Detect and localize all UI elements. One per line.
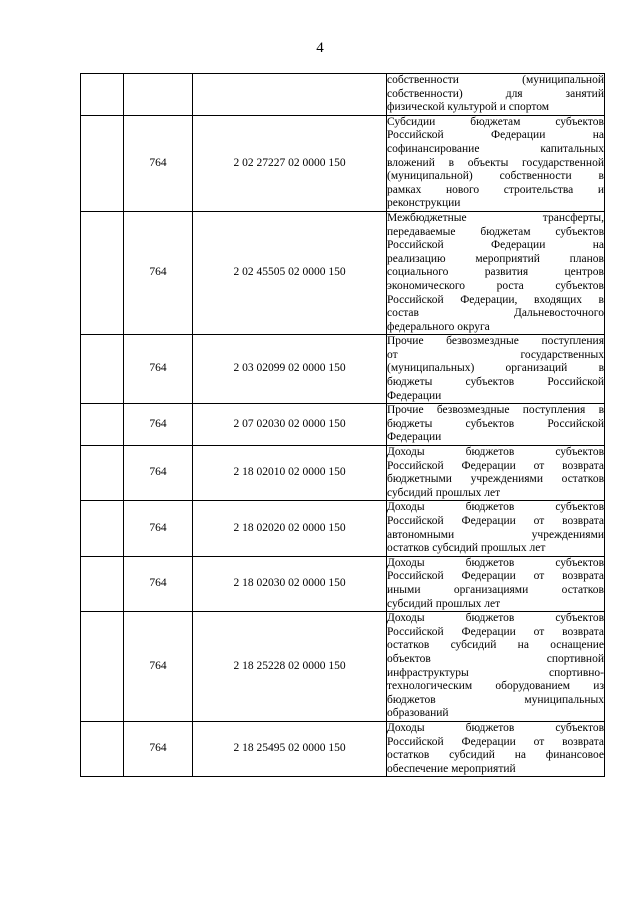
budget-classification-code-cell: [193, 74, 387, 116]
description-line: объектов спортивной: [387, 652, 604, 665]
description-line: реконструкции: [387, 197, 461, 210]
description-line: состав Дальневосточного: [387, 307, 604, 320]
revenue-description-cell: [387, 501, 605, 556]
description-line: инфраструктуры спортивно-: [387, 666, 604, 679]
description-line: обеспечение мероприятий: [387, 762, 516, 775]
description-line: собственности (муниципальной: [387, 74, 604, 86]
description-line: от государственных: [387, 348, 604, 361]
revenue-description-cell: [387, 211, 605, 334]
empty-cell: [81, 404, 124, 446]
admin-code-cell: 764: [124, 556, 193, 611]
table-row: [81, 74, 605, 116]
admin-code-cell: [124, 74, 193, 116]
description-line: Российской Федерации, входящих в: [387, 293, 604, 306]
description-line: остатков субсидий прошлых лет: [387, 542, 546, 555]
admin-code-cell: 764: [124, 446, 193, 501]
revenue-description-cell: [387, 721, 605, 776]
description-line: остатков субсидий на оснащение: [387, 639, 604, 652]
empty-cell: [81, 556, 124, 611]
description-line: остатков субсидий на финансовое: [387, 749, 604, 762]
budget-classification-code-cell: 2 18 25495 02 0000 150: [193, 721, 387, 776]
revenue-description-cell: [387, 335, 605, 404]
empty-cell: [81, 612, 124, 722]
description-line: Российской Федерации на: [387, 129, 604, 142]
budget-classification-code-cell: 2 18 02020 02 0000 150: [193, 501, 387, 556]
budget-classification-code-cell: 2 02 27227 02 0000 150: [193, 115, 387, 211]
revenue-description-cell: [387, 612, 605, 722]
revenue-description-cell: [387, 446, 605, 501]
description-line: Доходы бюджетов субъектов: [387, 446, 604, 459]
admin-code-cell: 764: [124, 115, 193, 211]
revenue-description-cell: [387, 74, 605, 116]
description-line: Российской Федерации от возврата: [387, 735, 604, 748]
description-line: Российской Федерации на: [387, 239, 604, 252]
admin-code-cell: 764: [124, 211, 193, 334]
empty-cell: [81, 335, 124, 404]
table-row: [81, 115, 605, 211]
description-line: собственности) для занятий: [387, 87, 604, 100]
empty-cell: [81, 721, 124, 776]
description-line: физической культурой и спортом: [387, 101, 550, 114]
description-line: автономными учреждениями: [387, 528, 604, 541]
admin-code-cell: 764: [124, 612, 193, 722]
description-line: Российской Федерации от возврата: [387, 625, 604, 638]
table-row: [81, 211, 605, 334]
budget-classification-code-cell: 2 18 25228 02 0000 150: [193, 612, 387, 722]
empty-cell: [81, 115, 124, 211]
description-line: субсидий прошлых лет: [387, 486, 501, 499]
description-line: экономического роста субъектов: [387, 279, 604, 292]
table-row: [81, 404, 605, 446]
description-line: Субсидии бюджетам субъектов: [387, 115, 604, 128]
description-line: бюджетными учреждениями остатков: [387, 473, 604, 486]
description-line: реализацию мероприятий планов: [387, 252, 604, 265]
budget-classification-code-cell: 2 07 02030 02 0000 150: [193, 404, 387, 446]
description-line: (муниципальных) организаций в: [387, 362, 604, 375]
budget-codes-table: [80, 73, 605, 777]
description-line: субсидий прошлых лет: [387, 597, 501, 610]
table-body: [81, 74, 605, 777]
table-row: [81, 446, 605, 501]
revenue-description-cell: [387, 556, 605, 611]
description-line: Федерации: [387, 389, 442, 402]
description-line: бюджеты субъектов Российской: [387, 417, 604, 430]
admin-code-cell: 764: [124, 721, 193, 776]
description-line: вложений в объекты государственной: [387, 156, 604, 169]
budget-classification-code-cell: 2 18 02030 02 0000 150: [193, 556, 387, 611]
admin-code-cell: 764: [124, 335, 193, 404]
description-line: Доходы бюджетов субъектов: [387, 556, 604, 569]
description-line: Доходы бюджетов субъектов: [387, 612, 604, 625]
budget-classification-code-cell: 2 02 45505 02 0000 150: [193, 211, 387, 334]
description-line: Доходы бюджетов субъектов: [387, 501, 604, 514]
empty-cell: [81, 446, 124, 501]
description-line: Доходы бюджетов субъектов: [387, 721, 604, 734]
description-line: бюджетов муниципальных: [387, 693, 604, 706]
admin-code-cell: 764: [124, 404, 193, 446]
description-line: передаваемые бюджетам субъектов: [387, 225, 604, 238]
description-line: рамках нового строительства и: [387, 183, 604, 196]
description-line: Российской Федерации от возврата: [387, 515, 604, 527]
table-row: [81, 335, 605, 404]
description-line: Прочие безвозмездные поступления: [387, 335, 604, 348]
description-line: бюджеты субъектов Российской: [387, 376, 604, 389]
admin-code-cell: 764: [124, 501, 193, 556]
description-line: Федерации: [387, 431, 442, 444]
budget-classification-code-cell: 2 18 02010 02 0000 150: [193, 446, 387, 501]
empty-cell: [81, 74, 124, 116]
description-line: Российской Федерации от возврата: [387, 570, 604, 583]
budget-classification-code-cell: 2 03 02099 02 0000 150: [193, 335, 387, 404]
page-number: 4: [316, 40, 324, 56]
description-line: Российской Федерации от возврата: [387, 459, 604, 472]
description-line: Межбюджетные трансферты,: [387, 211, 604, 224]
empty-cell: [81, 211, 124, 334]
empty-cell: [81, 501, 124, 556]
description-line: социального развития центров: [387, 266, 604, 279]
description-line: иными организациями остатков: [387, 583, 604, 596]
revenue-description-cell: [387, 115, 605, 211]
description-line: (муниципальной) собственности в: [387, 170, 604, 183]
description-line: федерального округа: [387, 320, 490, 333]
description-line: Прочие безвозмездные поступления в: [387, 404, 604, 417]
description-line: образований: [387, 707, 449, 720]
description-line: технологическим оборудованием из: [387, 680, 604, 693]
table-row: [81, 501, 605, 556]
description-line: софинансирование капитальных: [387, 142, 604, 155]
table-row: [81, 721, 605, 776]
table-row: [81, 556, 605, 611]
revenue-description-cell: [387, 404, 605, 446]
table-row: [81, 612, 605, 722]
